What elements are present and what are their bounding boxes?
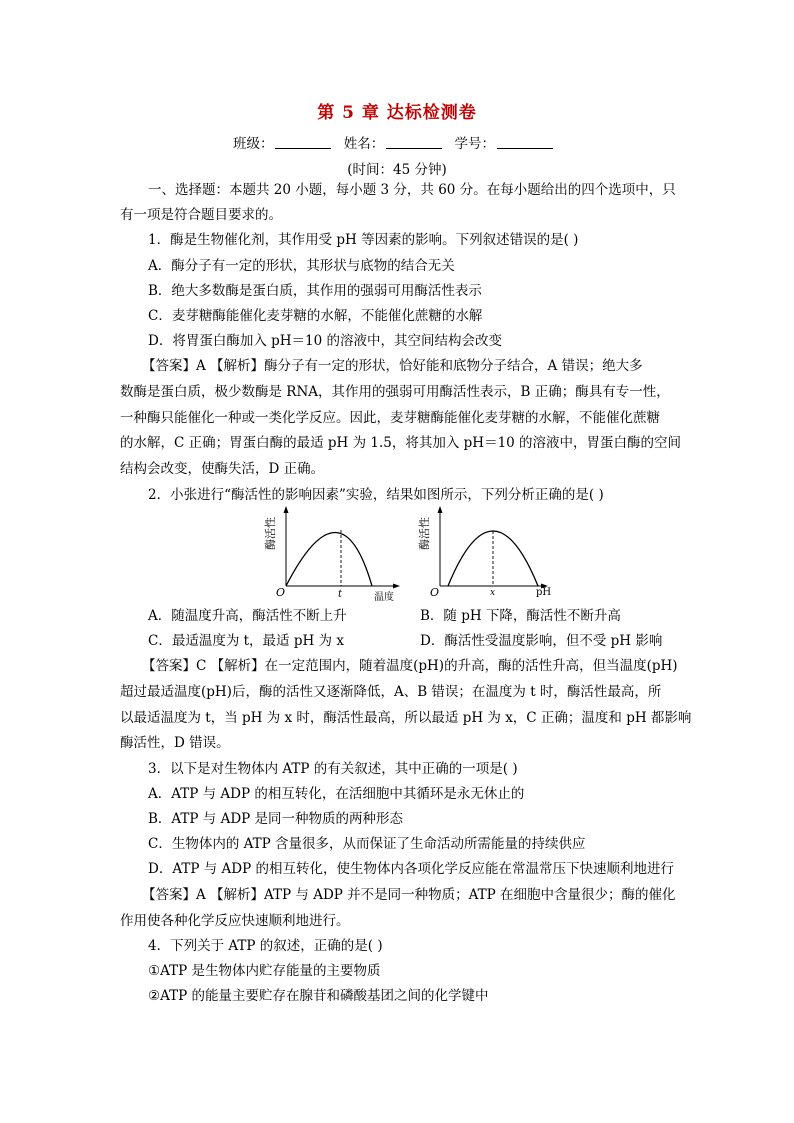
student-info-row (0, 132, 794, 152)
question-option: D．酶活性受温度影响，但不受 pH 影响 (420, 633, 663, 649)
figure-ph-curve (416, 504, 566, 604)
figure2-peak-label: x (490, 588, 496, 598)
question-option: A．酶分子有一定的形状，其形状与底物的结合无关 (148, 258, 455, 274)
class-label: 班级： (232, 136, 274, 152)
name-blank[interactable] (386, 136, 442, 149)
question-option: D．将胃蛋白酶加入 pH＝10 的溶液中，其空间结构会改变 (148, 333, 502, 349)
id-label: 学号： (454, 136, 496, 152)
answer-line: 数酶是蛋白质，极少数酶是 RNA，其作用的强弱可用酶活性表示，B 正确；酶具有专一性， (120, 384, 670, 400)
figure-temperature-curve (262, 504, 412, 604)
section-intro-line: 一、选择题：本题共 20 小题，每小题 3 分，共 60 分。在每小题给出的四个选项中，只 (148, 182, 676, 198)
figure1-peak-label: t (338, 589, 343, 600)
question-option: C．麦芽糖酶能催化麦芽糖的水解，不能催化蔗糖的水解 (148, 308, 483, 324)
answer-line: 【答案】A 【解析】酶分子有一定的形状，恰好能和底物分子结合，A 错误；绝大多 (142, 358, 643, 374)
answer-line: 以最适温度为 t，当 pH 为 x 时，酶活性最高，所以最适 pH 为 x，C 正确；温度和 pH 都影响 (120, 710, 692, 726)
figure2-origin: O (430, 586, 440, 599)
figure1-xlabel: 温度 (374, 592, 394, 603)
question-stem: 2．小张进行“酶活性的影响因素”实验，结果如图所示，下列分析正确的是( ) (148, 487, 604, 503)
answer-line: 酶活性，D 错误。 (120, 735, 230, 751)
answer-line: 【答案】C 【解析】在一定范围内，随着温度(pH)的升高，酶的活性升高，但当温度(pH) (142, 658, 678, 674)
page-title: 第 5 章 达标检测卷 (317, 103, 477, 123)
section-intro-line: 有一项是符合题目要求的。 (120, 207, 282, 223)
figure1-ylabel: 酶活性 (264, 517, 277, 550)
answer-line: 一种酶只能催化一种或一类化学反应。因此，麦芽糖酶能催化麦芽糖的水解，不能催化蔗糖 (120, 410, 660, 426)
answer-line: 【答案】A 【解析】ATP 与 ADP 并不是同一种物质；ATP 在细胞中含量很少；酶的催化 (142, 887, 676, 903)
figure2-ylabel: 酶活性 (418, 517, 431, 550)
figure2-xlabel: pH (536, 587, 552, 598)
answer-line: 结构会改变，使酶失活，D 正确。 (120, 461, 325, 477)
question-stem: 3．以下是对生物体内 ATP 的有关叙述，其中正确的一项是( ) (148, 761, 518, 777)
question-option: D．ATP 与 ADP 的相互转化，使生物体内各项化学反应能在常温常压下快速顺利地进行 (148, 861, 674, 877)
time-limit: (时间：45 分钟) (347, 162, 447, 178)
answer-line: 超过最适温度(pH)后，酶的活性又逐渐降低，A、B 错误；在温度为 t 时，酶活性最高，所 (120, 684, 662, 700)
question-stem: 4．下列关于 ATP 的叙述，正确的是( ) (148, 938, 383, 954)
question-option: A．ATP 与 ADP 的相互转化，在活细胞中其循环是永无休止的 (148, 786, 525, 802)
question-option: B．绝大多数酶是蛋白质，其作用的强弱可用酶活性表示 (148, 283, 482, 299)
name-label: 姓名： (343, 136, 385, 152)
class-blank[interactable] (275, 136, 331, 149)
question-option: B．随 pH 下降，酶活性不断升高 (420, 608, 621, 624)
question-item: ①ATP 是生物体内贮存能量的主要物质 (148, 963, 381, 979)
question-stem: 1．酶是生物催化剂，其作用受 pH 等因素的影响。下列叙述错误的是( ) (148, 232, 579, 248)
question-item: ②ATP 的能量主要贮存在腺苷和磷酸基团之间的化学键中 (148, 988, 489, 1004)
answer-line: 作用使各种化学反应快速顺利地进行。 (120, 913, 350, 929)
question-option: C．生物体内的 ATP 含量很多，从而保证了生命活动所需能量的持续供应 (148, 836, 586, 852)
question-option: C．最适温度为 t，最适 pH 为 x (148, 633, 344, 649)
question-option: A．随温度升高，酶活性不断上升 (148, 608, 347, 624)
id-blank[interactable] (497, 136, 553, 149)
answer-line: 的水解，C 正确；胃蛋白酶的最适 pH 为 1.5，将其加入 pH＝10 的溶液中，胃蛋白酶的空间 (120, 435, 682, 451)
figure1-origin: O (276, 586, 286, 599)
question-option: B．ATP 与 ADP 是同一种物质的两种形态 (148, 811, 404, 827)
